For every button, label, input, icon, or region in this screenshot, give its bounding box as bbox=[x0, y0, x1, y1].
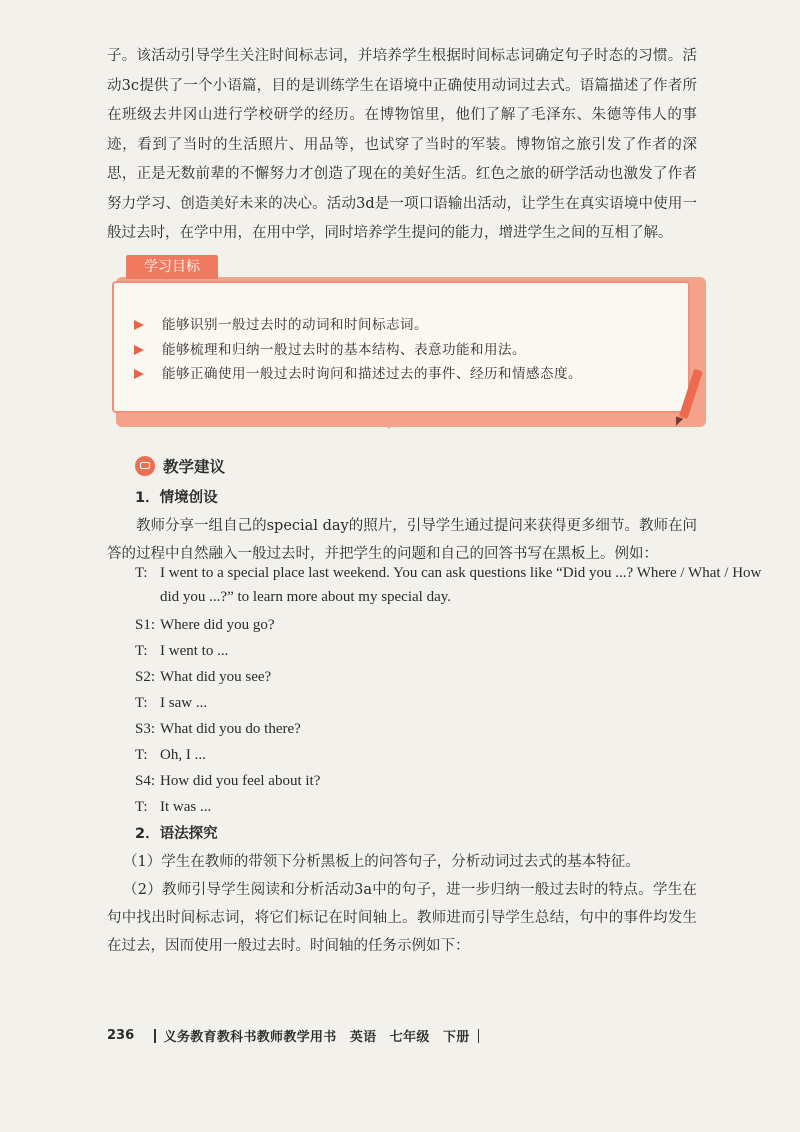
dialog-text: I saw ... bbox=[160, 695, 208, 711]
pencil-icon bbox=[676, 365, 706, 435]
speaker-label: T: bbox=[135, 747, 148, 763]
objectives-list bbox=[134, 313, 582, 387]
objective-item bbox=[134, 362, 582, 387]
book-notch-decoration bbox=[377, 415, 401, 429]
page-number: 236 bbox=[107, 1028, 135, 1043]
dialog-line bbox=[135, 565, 761, 582]
teaching-suggestions-heading bbox=[135, 455, 225, 477]
grammar-paragraph-1: （1）学生在教师的带领下分析黑板上的问答句子，分析动词过去式的基本特征。 bbox=[123, 854, 640, 870]
dialog-text: did you ...?” to learn more about my special day. bbox=[160, 589, 452, 605]
speaker-label: S2: bbox=[135, 669, 156, 685]
triangle-bullet-icon bbox=[134, 369, 144, 379]
footer-divider bbox=[154, 1029, 156, 1043]
dialog-line bbox=[160, 589, 451, 606]
chat-bubble-icon bbox=[135, 456, 155, 476]
triangle-bullet-icon bbox=[134, 320, 144, 330]
objectives-panel bbox=[112, 281, 690, 413]
scenario-paragraph: 教师分享一组自己的special day的照片，引导学生通过提问来获得更多细节。教师在问答的过程中自然融入一般过去时，并把学生的问题和自己的回答书写在黑板上。例如： bbox=[107, 518, 697, 562]
footer-title: 义务教育教科书教师教学用书 英语 七年级 下册 bbox=[163, 1030, 470, 1045]
dialog-text: I went to ... bbox=[160, 643, 229, 659]
dialog-line bbox=[135, 617, 275, 634]
page-footer bbox=[107, 1026, 487, 1045]
dialog-line bbox=[135, 773, 320, 790]
dialog-text: Oh, I ... bbox=[160, 747, 206, 763]
subsection-title-1: 1．情境创设 bbox=[135, 490, 218, 506]
dialog-text: How did you feel about it? bbox=[160, 773, 321, 789]
dialog-text: Where did you go? bbox=[160, 617, 275, 633]
objective-text: 能够正确使用一般过去时询问和描述过去的事件、经历和情感态度。 bbox=[162, 366, 582, 382]
objectives-tab: 学习目标 bbox=[126, 255, 218, 279]
dialog-text: I went to a special place last weekend. You can ask questions like “Did you ...? Where / What / How bbox=[160, 565, 762, 581]
intro-paragraph: 子。该活动引导学生关注时间标志词，并培养学生根据时间标志词确定句子时态的习惯。活动3c提供了一个小语篇，目的是训练学生在语境中正确使用动词过去式。语篇描述了作者所在班级去井冈山进行学校研学的经历。在博物馆里，他们了解了毛泽东、朱德等伟人的事迹，看到了当时的生活照片、用品等，也试穿了当时的军装。博物馆之旅引发了作者的深思，正是无数前辈的不懈努力才创造了现在的美好生活。红色之旅的研学活动也激发了作者努力学习、创造美好未来的决心。活动3d是一项口语输出活动，让学生在真实语境中使用一般过去时，在学中用，在用中学，同时培养学生提问的能力，增进学生之间的互相了解。 bbox=[107, 48, 697, 241]
dialog-line bbox=[135, 721, 301, 738]
triangle-bullet-icon bbox=[134, 345, 144, 355]
objective-text: 能够梳理和归纳一般过去时的基本结构、表意功能和用法。 bbox=[162, 341, 526, 358]
objective-item bbox=[134, 313, 582, 338]
speaker-label: S3: bbox=[135, 721, 156, 737]
dialog-line bbox=[135, 643, 228, 660]
speaker-label: S4: bbox=[135, 773, 156, 789]
dialog-line bbox=[135, 695, 207, 712]
speaker-label: T: bbox=[135, 695, 148, 711]
dialog-text: What did you do there? bbox=[160, 721, 301, 737]
objective-text: 能够识别一般过去时的动词和时间标志词。 bbox=[162, 317, 428, 333]
dialog-line bbox=[135, 747, 206, 764]
subsection-title-2: 2．语法探究 bbox=[135, 826, 218, 842]
grammar-paragraph-2: （2）教师引导学生阅读和分析活动3a中的句子，进一步归纳一般过去时的特点。学生在句中找出时间标志词，将它们标记在时间轴上。教师进而引导学生总结，句中的事件均发生在过去，因而使用一般过去时。时间轴的任务示例如下： bbox=[107, 882, 697, 954]
learning-objectives-box bbox=[112, 255, 712, 433]
dialog-line bbox=[135, 799, 211, 816]
dialog-text: What did you see? bbox=[160, 669, 272, 685]
speaker-label: T: bbox=[135, 799, 148, 815]
dialog-line bbox=[135, 669, 271, 686]
footer-divider bbox=[478, 1029, 480, 1043]
objective-item bbox=[134, 338, 582, 363]
speaker-label: T: bbox=[135, 643, 148, 659]
speaker-label: S1: bbox=[135, 617, 156, 633]
dialog-text: It was ... bbox=[160, 799, 212, 815]
speaker-label: T: bbox=[135, 565, 148, 581]
section-title: 教学建议 bbox=[163, 458, 226, 476]
